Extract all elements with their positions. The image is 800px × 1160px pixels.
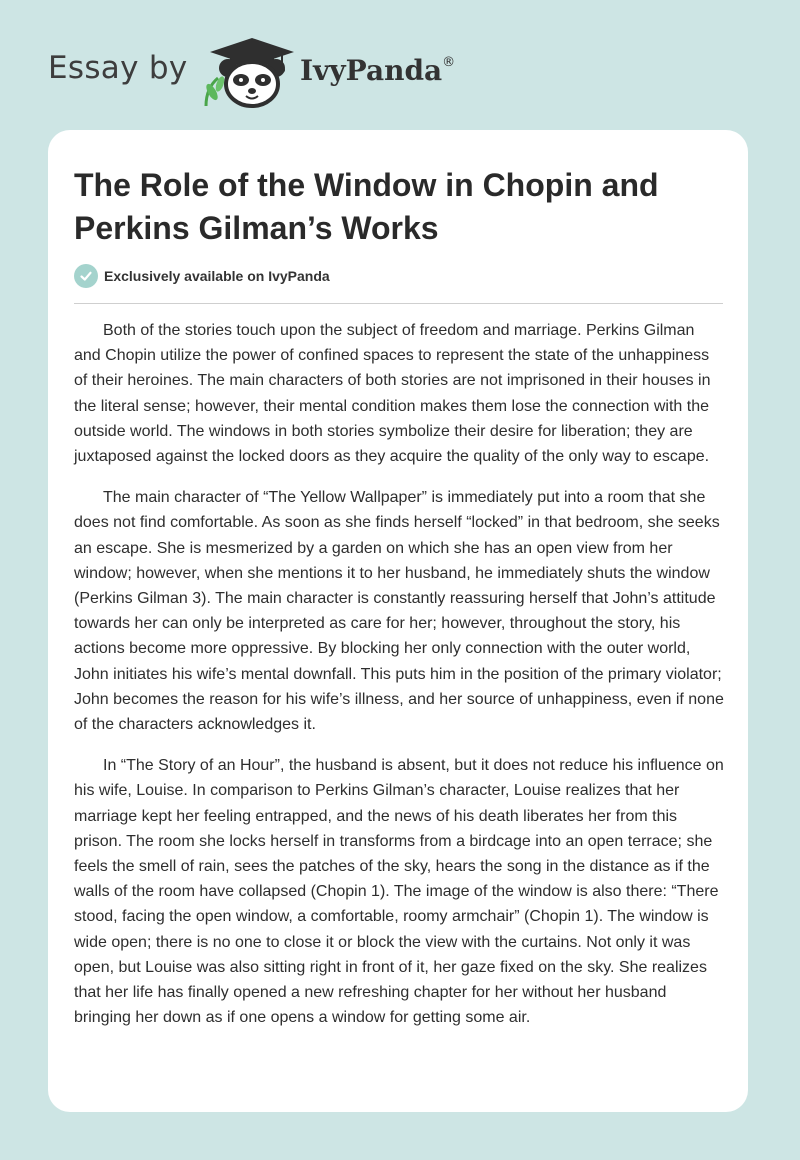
checkmark-icon <box>74 264 98 288</box>
essay-body <box>74 318 724 1046</box>
exclusive-badge <box>74 264 330 288</box>
essay-card <box>48 130 748 1112</box>
panda-graduate-icon <box>200 34 296 108</box>
paragraph: Both of the stories touch upon the subject of freedom and marriage. Perkins Gilman and Chopin utilize the power of confined spaces to represent the state of the unhappiness of their heroines. The main characters of both stories are not imprisoned in their houses in the literal sense; however, their mental condition makes them lose the connection with the outside world. The windows in both stories symbolize their desire for liberation; they are juxtaposed against the locked doors as they acquire the quality of the only way to escape. <box>74 322 711 466</box>
essay-title: The Role of the Window in Chopin and Perkins Gilman’s Works <box>74 167 659 246</box>
paragraph: In “The Story of an Hour”, the husband is absent, but it does not reduce his influence on his wife, Louise. In comparison to Perkins Gilman’s character, Louise realizes that her marriage kept her feeling entrapped, and the news of his death liberates her from this prison. The room she locks herself in transforms from a birdcage into an open terrace; she feels the smell of rain, sees the patches of the sky, hears the song in the distance as if the walls of the room have collapsed (Chopin 1). The image of the window is also there: “There stood, facing the open window, a comfortable, roomy armchair” (Chopin 1). The window is wide open; there is no one to close it or block the view with the curtains. Not only it was open, but Louise was also sitting right in front of it, her gaze fixed on the sky. She realizes that her life has finally opened a new refreshing chapter for her without her husband bringing her down as if one opens a window for getting some air. <box>74 757 724 1027</box>
brand-text: IvyPanda <box>300 54 443 87</box>
registered-mark: ® <box>442 54 456 70</box>
brand-name <box>300 54 455 87</box>
essay-by-label: Essay by <box>48 50 188 86</box>
paragraph: The main character of “The Yellow Wallpaper” is immediately put into a room that she does not find comfortable. As soon as she finds herself “locked” in that bedroom, she seeks an escape. She is mesmerized by a garden on which she has an open view from her window; however, when she mentions it to her husband, he immediately shuts the window (Perkins Gilman 3). The main character is constantly reassuring herself that John’s attitude towards her can only be interpreted as care for her; however, throughout the story, his actions become more oppressive. By blocking her only connection with the outer world, John initiates his wife’s mental downfall. This puts him in the position of the primary violator; John becomes the reason for his wife’s illness, and her source of unhappiness, even if none of the characters acknowledges it. <box>74 489 724 734</box>
exclusive-badge-text: Exclusively available on IvyPanda <box>104 268 330 284</box>
title-divider <box>74 303 723 304</box>
site-header <box>48 34 508 108</box>
